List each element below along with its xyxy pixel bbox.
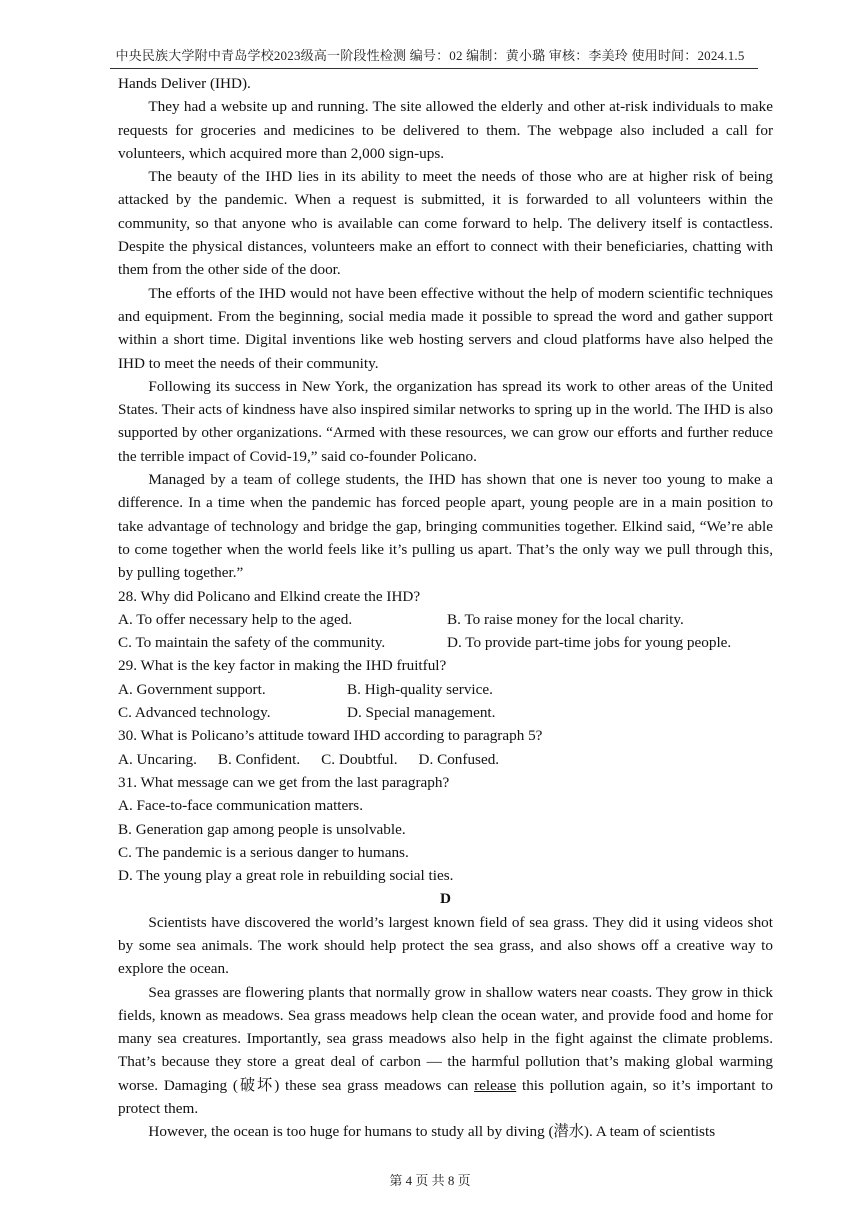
page-header: 中央民族大学附中青岛学校2023级高一阶段性检测 编号：02 编制：黄小璐 审核：李美玲 使用时间：2024.1.5 — [115, 48, 745, 63]
option-row — [118, 631, 773, 654]
question-28 — [118, 585, 773, 655]
question-29 — [118, 654, 773, 724]
question-stem: 29. What is the key factor in making the IHD fruitful? — [118, 657, 447, 675]
option-b: B. To raise money for the local charity. — [447, 610, 684, 628]
option-b: B. Confident. — [217, 750, 301, 768]
option-c: C. To maintain the safety of the community. — [118, 634, 386, 652]
passage-d-paragraph-2-text-b: this pollution again, so it’s important to protect them. — [118, 1076, 773, 1118]
passage-c-paragraph-3: The efforts of the IHD would not have been effective without the help of modern scientific techniques and equipment. From the beginning, social media made it possible to spread the word and gather support within a short time. Digital inventions like web hosting servers and cloud platforms have also helped the IHD to meet the needs of their community. — [118, 284, 773, 372]
option-d: D. Confused. — [418, 750, 500, 768]
passage-c-paragraph-5: Managed by a team of college students, the IHD has shown that one is never too young to make a difference. In a time when the pandemic has forced people apart, young people are in a main position to take advantage of technology and bridge the gap, bringing communities together. Elkind said, “We’re able to come together when the world feels like it’s pulling us apart. That’s the only way we pull through this, by pulling together.” — [118, 471, 773, 582]
option-d: D. Special management. — [347, 704, 496, 722]
option-c: C. The pandemic is a serious danger to humans. — [118, 843, 409, 861]
page-footer: 第 4 页 共 8 页 — [389, 1173, 471, 1188]
option-a: A. Uncaring. — [118, 750, 197, 768]
option-d: D. The young play a great role in rebuilding social ties. — [118, 867, 454, 885]
option-a: A. To offer necessary help to the aged. — [118, 610, 353, 628]
passage-c-paragraph-0: Hands Deliver (IHD). — [118, 75, 251, 92]
page-content — [118, 72, 773, 1144]
option-a: A. Face-to-face communication matters. — [118, 797, 364, 815]
option-c: C. Doubtful. — [321, 750, 398, 768]
question-31 — [118, 771, 773, 887]
underlined-word: release — [474, 1076, 517, 1094]
option-row — [118, 748, 773, 771]
option-row — [118, 608, 773, 631]
passage-d-paragraph-2-text-a: Sea grasses are flowering plants that normally grow in shallow waters near coasts. They grow in thick fields, known as meadows. Sea grass meadows help clean the ocean water, and provide food and home for many sea creatures. Importantly, sea grass meadows also help in the fight against the climate problems. That’s because they store a great deal of carbon — the harmful pollution that’s making global warming worse. Damaging (破坏) these sea grass meadows can — [118, 983, 773, 1094]
option-b: B. High-quality service. — [347, 680, 493, 698]
question-stem: 30. What is Policano’s attitude toward IHD according to paragraph 5? — [118, 727, 543, 745]
passage-c-paragraph-2: The beauty of the IHD lies in its ability to meet the needs of those who are at higher risk of being attacked by the pandemic. When a request is submitted, it is forwarded to all volunteers within the community, so that anyone who is available can come forward to help. The delivery itself is contactless. Despite the physical distances, volunteers make an effort to connect with their beneficiaries, chatting with them from the other side of the door. — [118, 168, 773, 279]
option-d: D. To provide part-time jobs for young people. — [447, 634, 732, 652]
option-a: A. Government support. — [118, 680, 266, 698]
option-row — [118, 678, 773, 701]
passage-d-paragraph-2 — [118, 981, 773, 1121]
option-c: C. Advanced technology. — [118, 704, 271, 722]
section-title-d: D — [440, 890, 451, 908]
header-divider — [110, 68, 758, 69]
question-stem: 28. Why did Policano and Elkind create the IHD? — [118, 587, 421, 605]
passage-c-paragraph-1: They had a website up and running. The site allowed the elderly and other at-risk individuals to make requests for groceries and medicines to be delivered to them. The webpage also included a call for volunteers, which acquired more than 2,000 sign-ups. — [118, 98, 773, 162]
option-row — [118, 701, 773, 724]
question-30 — [118, 724, 773, 771]
option-b: B. Generation gap among people is unsolvable. — [118, 820, 406, 838]
passage-d-paragraph-3: However, the ocean is too huge for humans to study all by diving (潜水). A team of scientists — [148, 1123, 716, 1141]
passage-c-paragraph-4: Following its success in New York, the organization has spread its work to other areas of the United States. Their acts of kindness have also inspired similar networks to spring up in the world. The IHD is also supported by other organizations. “Armed with these resources, we can grow our efforts and further reduce the terrible impact of Covid-19,” said co-founder Policano. — [118, 377, 773, 465]
question-stem: 31. What message can we get from the last paragraph? — [118, 773, 450, 791]
passage-d-paragraph-1: Scientists have discovered the world’s largest known field of sea grass. They did it using videos shot by some sea animals. The work should help protect the sea grass, and also shows off a creative way to explore the ocean. — [118, 913, 773, 978]
